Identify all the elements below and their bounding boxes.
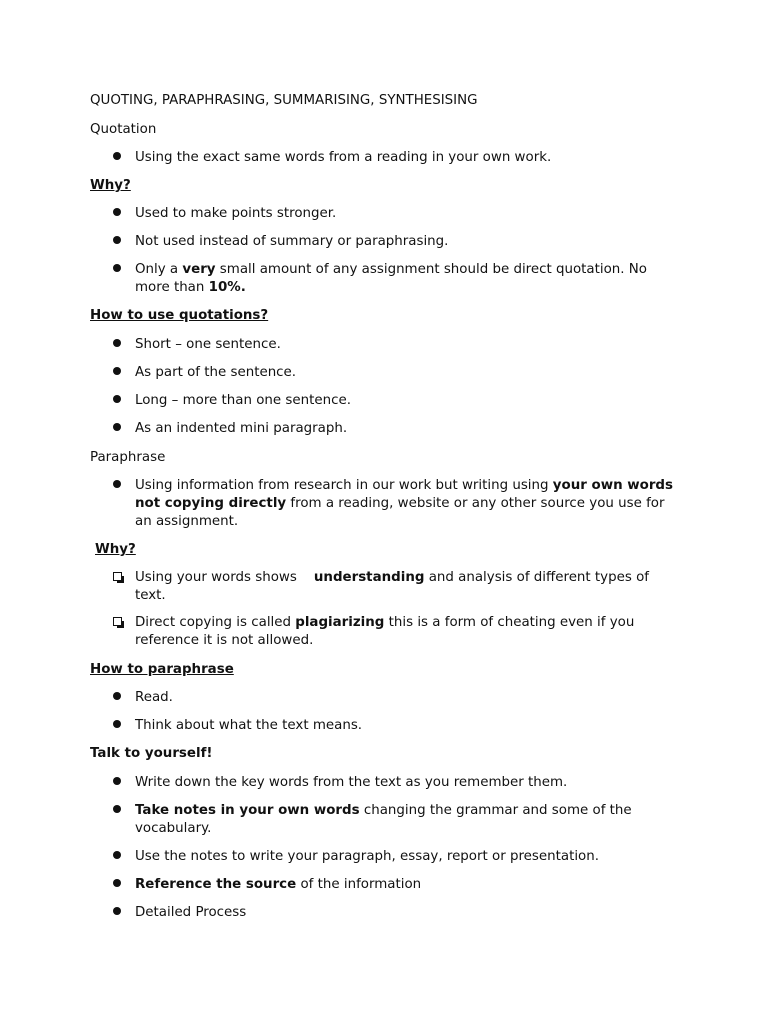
bullet-icon (113, 261, 125, 279)
list-item: Used to make points stronger. (135, 206, 337, 221)
bullet-icon (113, 477, 125, 495)
list-item: Using the exact same words from a reading in your own work. (135, 150, 552, 165)
bullet-icon (113, 689, 125, 707)
bullet-icon (113, 336, 125, 354)
how-to-use-quotations-heading: How to use quotations? (90, 308, 269, 323)
list-item: Think about what the text means. (135, 718, 363, 733)
list-item: Detailed Process (135, 905, 247, 920)
talk-to-yourself-heading: Talk to yourself! (90, 746, 213, 761)
list-item: Reference the source of the information (135, 877, 422, 892)
bullet-icon (113, 802, 125, 820)
checkbox-bullet-icon (113, 614, 125, 632)
list-item: Using your words shows understanding and analysis of different types of text. (135, 570, 654, 603)
list-item: Write down the key words from the text as you remember them. (135, 775, 568, 790)
checkbox-bullet-icon (113, 569, 125, 587)
list-item: Short – one sentence. (135, 337, 281, 352)
bullet-icon (113, 392, 125, 410)
list-item: As an indented mini paragraph. (135, 421, 348, 436)
why-heading: Why? (90, 178, 131, 193)
list-item: Use the notes to write your paragraph, essay, report or presentation. (135, 849, 599, 864)
bullet-icon (113, 233, 125, 251)
bullet-icon (113, 205, 125, 223)
bullet-icon (113, 774, 125, 792)
bullet-icon (113, 717, 125, 735)
list-item: Long – more than one sentence. (135, 393, 351, 408)
list-item: As part of the sentence. (135, 365, 297, 380)
paraphrase-heading: Paraphrase (90, 450, 166, 465)
list-item: Only a very small amount of any assignment should be direct quotation. No more than 10%. (135, 262, 647, 295)
list-item: Direct copying is called plagiarizing this is a form of cheating even if you reference it is not allowed. (135, 615, 635, 648)
bullet-icon (113, 149, 125, 167)
list-item: Read. (135, 690, 173, 705)
list-item: Not used instead of summary or paraphrasing. (135, 234, 449, 249)
why-heading: Why? (95, 542, 136, 557)
document-title: QUOTING, PARAPHRASING, SUMMARISING, SYNTHESISING (90, 93, 478, 108)
bullet-icon (113, 420, 125, 438)
list-item: Using information from research in our work but writing using your own words not copying directly from a reading, website or any other source you use for an assignment. (135, 478, 673, 529)
how-to-paraphrase-heading: How to paraphrase (90, 662, 234, 677)
list-item: Take notes in your own words changing the grammar and some of the vocabulary. (135, 803, 632, 836)
bullet-icon (113, 904, 125, 922)
bullet-icon (113, 848, 125, 866)
bullet-icon (113, 364, 125, 382)
quotation-heading: Quotation (90, 122, 157, 137)
bullet-icon (113, 876, 125, 894)
